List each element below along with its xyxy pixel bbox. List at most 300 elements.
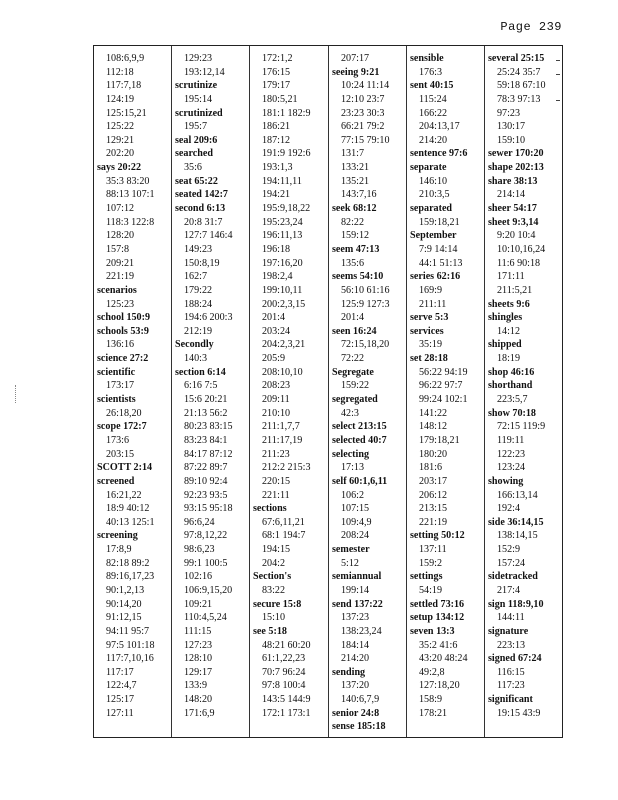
page-reference: 83:23 84:1 — [184, 434, 228, 446]
page-reference: 90:1,2,13 — [106, 584, 145, 596]
page-reference: 117:17 — [106, 666, 134, 678]
page-reference: 117:7,18 — [106, 80, 142, 92]
index-term: searched — [175, 148, 213, 160]
page-reference: 157:8 — [106, 243, 129, 255]
index-term: set 28:18 — [410, 353, 448, 365]
page-reference: 9:20 10:4 — [497, 230, 536, 242]
page-reference: 214:20 — [341, 653, 370, 665]
index-term: side 36:14,15 — [488, 516, 544, 528]
page-reference: 172:1 173:1 — [262, 707, 311, 719]
index-term: sent 40:15 — [410, 80, 454, 92]
index-term: signature — [488, 625, 529, 637]
page-reference: 82:22 — [341, 216, 364, 228]
index-column-2 — [172, 46, 250, 737]
page-reference: 195:7 — [184, 121, 207, 133]
index-term: secure 15:8 — [253, 598, 302, 610]
page-reference: 205:9 — [262, 353, 285, 365]
page-reference: 137:20 — [341, 680, 370, 692]
page-reference: 72:15,18,20 — [341, 339, 390, 351]
page-reference: 212:2 215:3 — [262, 462, 311, 474]
page-reference: 171:11 — [497, 271, 525, 283]
page-reference: 204:2,3,21 — [262, 339, 306, 351]
page-reference: 214:14 — [497, 189, 526, 201]
page-reference: 178:21 — [419, 707, 448, 719]
page-reference: 137:11 — [419, 544, 447, 556]
index-term: Section's — [253, 571, 292, 583]
index-term: series 62:16 — [410, 271, 461, 283]
index-term: scientific — [97, 366, 136, 378]
page-reference: 159:2 — [419, 557, 442, 569]
page-reference: 110:4,5,24 — [184, 612, 227, 624]
page-reference: 195:9,18,22 — [262, 203, 311, 215]
page-reference: 221:19 — [419, 516, 448, 528]
page-reference: 143:5 144:9 — [262, 694, 311, 706]
index-term: school 150:9 — [97, 312, 150, 324]
index-term: scrutinized — [175, 107, 223, 119]
page-reference: 166:13,14 — [497, 489, 538, 501]
page-reference: 17:8,9 — [106, 544, 132, 556]
index-term: separated — [410, 203, 453, 215]
page-reference: 35:19 — [419, 339, 442, 351]
page-reference: 208:10,10 — [262, 366, 303, 378]
page-reference: 209:21 — [106, 257, 135, 269]
page-reference: 209:11 — [262, 394, 290, 406]
page-reference: 180:20 — [419, 448, 448, 460]
page-reference: 169:9 — [419, 284, 442, 296]
word-index-table — [93, 45, 563, 738]
index-term: seeing 9:21 — [332, 66, 380, 78]
page-reference: 56:10 61:16 — [341, 284, 390, 296]
index-term: sense 185:18 — [332, 721, 386, 733]
index-column-5 — [407, 46, 485, 737]
page-reference: 89:10 92:4 — [184, 475, 228, 487]
index-term: setup 134:12 — [410, 612, 465, 624]
page-reference: 68:1 194:7 — [262, 530, 306, 542]
page-reference: 90:14,20 — [106, 598, 142, 610]
page-reference: 20:8 31:7 — [184, 216, 223, 228]
index-term: shape 202:13 — [488, 162, 544, 174]
page-reference: 18:9 40:12 — [106, 503, 150, 515]
index-term: segregated — [332, 394, 378, 406]
page-reference: 102:16 — [184, 571, 213, 583]
page-reference: 35:6 — [184, 162, 202, 174]
page-reference: 67:6,11,21 — [262, 516, 305, 528]
page-reference: 15:10 — [262, 612, 285, 624]
page-reference: 97:23 — [497, 107, 520, 119]
page-reference: 10:24 11:14 — [341, 80, 390, 92]
page-reference: 157:24 — [497, 557, 526, 569]
page-reference: 223:5,7 — [497, 394, 528, 406]
index-term: scientists — [97, 394, 136, 406]
page-reference: 122:4,7 — [106, 680, 137, 692]
index-term: setting 50:12 — [410, 530, 465, 542]
page-reference: 210:3,5 — [419, 189, 450, 201]
page-reference: 127:18,20 — [419, 680, 460, 692]
page-reference: 99:24 102:1 — [419, 394, 468, 406]
page-reference: 97:5 101:18 — [106, 639, 155, 651]
page-reference: 212:19 — [184, 325, 213, 337]
page-reference: 80:23 83:15 — [184, 421, 233, 433]
index-term: significant — [488, 694, 533, 706]
index-term: select 213:15 — [332, 421, 387, 433]
page-reference: 96:6,24 — [184, 516, 215, 528]
index-term: scenarios — [97, 284, 137, 296]
index-term: seen 16:24 — [332, 325, 377, 337]
page-reference: 201:4 — [341, 312, 364, 324]
page-reference: 203:17 — [419, 475, 448, 487]
page-reference: 25:24 35:7 — [497, 66, 541, 78]
page-reference: 98:6,23 — [184, 544, 215, 556]
index-term: serve 5:3 — [410, 312, 449, 324]
index-term: seems 54:10 — [332, 271, 384, 283]
page-reference: 214:20 — [419, 134, 448, 146]
page-reference: 159:12 — [341, 230, 370, 242]
page-reference: 136:16 — [106, 339, 135, 351]
page-reference: 135:21 — [341, 175, 370, 187]
page-reference: 133:9 — [184, 680, 207, 692]
page-reference: 207:17 — [341, 53, 370, 64]
page-reference: 140:6,7,9 — [341, 694, 380, 706]
page-reference: 125:9 127:3 — [341, 298, 390, 310]
index-term: sections — [253, 503, 287, 515]
page-reference: 213:15 — [419, 503, 448, 515]
page-reference: 223:13 — [497, 639, 526, 651]
page-reference: 140:3 — [184, 353, 207, 365]
index-term: says 20:22 — [97, 162, 142, 174]
page-reference: 7:9 14:14 — [419, 243, 458, 255]
page-reference: 127:7 146:4 — [184, 230, 233, 242]
page-reference: 125:22 — [106, 121, 135, 133]
page-reference: 221:19 — [106, 271, 135, 283]
page-reference: 211:23 — [262, 448, 290, 460]
index-term: settings — [410, 571, 443, 583]
page-reference: 200:2,3,15 — [262, 298, 306, 310]
page-reference: 193:1,3 — [262, 162, 293, 174]
page-reference: 26:18,20 — [106, 407, 142, 419]
page-reference: 89:16,17,23 — [106, 571, 155, 583]
index-term: shorthand — [488, 380, 533, 392]
page-reference: 119:11 — [497, 434, 525, 446]
index-term: sending — [332, 666, 366, 678]
index-term: screening — [97, 530, 138, 542]
page-reference: 111:15 — [184, 625, 212, 637]
page-reference: 117:7,10,16 — [106, 653, 154, 665]
page-reference: 19:15 43:9 — [497, 707, 541, 719]
index-term: show 70:18 — [488, 407, 536, 419]
page-reference: 173:6 — [106, 434, 129, 446]
index-term: selected 40:7 — [332, 434, 387, 446]
page-reference: 129:17 — [184, 666, 213, 678]
page-reference: 143:7,16 — [341, 189, 377, 201]
page-reference: 158:9 — [419, 694, 442, 706]
page-reference: 122:23 — [497, 448, 526, 460]
index-term: sentence 97:6 — [410, 148, 468, 160]
page-reference: 201:4 — [262, 312, 285, 324]
page-reference: 83:22 — [262, 584, 285, 596]
page-reference: 181:6 — [419, 462, 442, 474]
index-term: send 137:22 — [332, 598, 383, 610]
page-reference: 220:15 — [262, 475, 291, 487]
page-reference: 78:3 97:13 — [497, 93, 541, 105]
index-term: self 60:1,6,11 — [332, 475, 388, 487]
page-reference: 43:20 48:24 — [419, 653, 468, 665]
page-reference: 217:4 — [497, 584, 520, 596]
page-reference: 129:21 — [106, 134, 135, 146]
page-reference: 179:17 — [262, 80, 291, 92]
index-term: see 5:18 — [253, 625, 287, 637]
page-reference: 14:12 — [497, 325, 520, 337]
page-reference: 186:21 — [262, 121, 291, 133]
page-reference: 172:1,2 — [262, 53, 293, 64]
page-reference: 194:6 200:3 — [184, 312, 233, 324]
index-term: shipped — [488, 339, 522, 351]
index-column-4 — [329, 46, 407, 737]
page-reference: 179:18,21 — [419, 434, 460, 446]
page-reference: 21:13 56:2 — [184, 407, 228, 419]
page-reference: 144:11 — [497, 612, 525, 624]
index-term: selecting — [332, 448, 369, 460]
index-term: section 6:14 — [175, 366, 226, 378]
page-reference: 77:15 79:10 — [341, 134, 390, 146]
page-reference: 129:23 — [184, 53, 213, 64]
page-reference: 187:12 — [262, 134, 291, 146]
index-term: senior 24:8 — [332, 707, 380, 719]
page-reference: 87:22 89:7 — [184, 462, 228, 474]
page-reference: 181:1 182:9 — [262, 107, 311, 119]
page-reference: 199:10,11 — [262, 284, 303, 296]
index-term: seat 65:22 — [175, 175, 218, 187]
page-reference: 107:15 — [341, 503, 370, 515]
page-reference: 42:3 — [341, 407, 359, 419]
page-reference: 138:23,24 — [341, 625, 382, 637]
page-reference: 196:18 — [262, 243, 291, 255]
page-reference: 11:6 90:18 — [497, 257, 541, 269]
page-reference: 135:6 — [341, 257, 364, 269]
page-reference: 159:18,21 — [419, 216, 460, 228]
page-reference: 115:24 — [419, 93, 447, 105]
page-reference: 198:2,4 — [262, 271, 293, 283]
page-reference: 82:18 89:2 — [106, 557, 150, 569]
index-term: sheet 9:3,14 — [488, 216, 539, 228]
page-reference: 72:15 119:9 — [497, 421, 546, 433]
page-reference: 194:21 — [262, 189, 291, 201]
page-reference: 211:11 — [419, 298, 447, 310]
page-reference: 16:21,22 — [106, 489, 142, 501]
index-term: seek 68:12 — [332, 203, 377, 215]
page-reference: 148:20 — [184, 694, 213, 706]
page-reference: 193:12,14 — [184, 66, 225, 78]
index-term: sidetracked — [488, 571, 538, 583]
index-term: semiannual — [332, 571, 382, 583]
page-reference: 195:14 — [184, 93, 213, 105]
index-term: screened — [97, 475, 135, 487]
index-column-1 — [94, 46, 172, 737]
margin-tick — [556, 60, 560, 61]
margin-tick — [556, 100, 560, 101]
page-reference: 128:20 — [106, 230, 135, 242]
index-term: Secondly — [175, 339, 214, 351]
index-term: services — [410, 325, 444, 337]
page-reference: 6:16 7:5 — [184, 380, 218, 392]
page-reference: 70:7 96:24 — [262, 666, 306, 678]
index-term: seven 13:3 — [410, 625, 455, 637]
index-term: seated 142:7 — [175, 189, 228, 201]
page-reference: 35:2 41:6 — [419, 639, 458, 651]
page-reference: 176:15 — [262, 66, 291, 78]
index-term: separate — [410, 162, 447, 174]
page-reference: 211:5,21 — [497, 284, 533, 296]
page-reference: 96:22 97:7 — [419, 380, 463, 392]
index-term: September — [410, 230, 457, 242]
index-term: scope 172:7 — [97, 421, 147, 433]
page-reference: 141:22 — [419, 407, 448, 419]
page-reference: 117:23 — [497, 680, 525, 692]
page-reference: 35:3 83:20 — [106, 175, 150, 187]
page-reference: 12:10 23:7 — [341, 93, 385, 105]
page-reference: 204:13,17 — [419, 121, 460, 133]
page-reference: 131:7 — [341, 148, 364, 160]
page-reference: 146:10 — [419, 175, 448, 187]
page-reference: 99:1 100:5 — [184, 557, 228, 569]
page-reference: 191:9 192:6 — [262, 148, 311, 160]
index-term: share 38:13 — [488, 175, 538, 187]
page-reference: 202:20 — [106, 148, 135, 160]
page-reference: 166:22 — [419, 107, 448, 119]
page-reference: 188:24 — [184, 298, 213, 310]
page-reference: 173:17 — [106, 380, 135, 392]
page-reference: 56:22 94:19 — [419, 366, 468, 378]
index-term: sign 118:9,10 — [488, 598, 544, 610]
page-reference: 124:19 — [106, 93, 135, 105]
index-term: sheer 54:17 — [488, 203, 537, 215]
page-reference: 162:7 — [184, 271, 207, 283]
page-reference: 125:23 — [106, 298, 135, 310]
page-reference: 196:11,13 — [262, 230, 303, 242]
page-reference: 66:21 79:2 — [341, 121, 385, 133]
page-reference: 211:17,19 — [262, 434, 303, 446]
index-term: signed 67:24 — [488, 653, 542, 665]
page-reference: 84:17 87:12 — [184, 448, 233, 460]
page-reference: 94:11 95:7 — [106, 625, 150, 637]
page-reference: 150:8,19 — [184, 257, 220, 269]
page-reference: 40:13 125:1 — [106, 516, 155, 528]
page-reference: 91:12,15 — [106, 612, 142, 624]
page-reference: 15:6 20:21 — [184, 394, 228, 406]
index-term: sewer 170:20 — [488, 148, 544, 160]
page-reference: 106:9,15,20 — [184, 584, 233, 596]
page-reference: 180:5,21 — [262, 93, 298, 105]
page-reference: 127:11 — [106, 707, 134, 719]
page-reference: 125:15,21 — [106, 107, 147, 119]
page-reference: 125:17 — [106, 694, 135, 706]
page-reference: 206:12 — [419, 489, 448, 501]
page-reference: 88:13 107:1 — [106, 189, 155, 201]
page-reference: 44:1 51:13 — [419, 257, 463, 269]
page-reference: 208:24 — [341, 530, 370, 542]
index-term: scrutinize — [175, 80, 218, 92]
page-reference: 171:6,9 — [184, 707, 215, 719]
page-reference: 138:14,15 — [497, 530, 538, 542]
index-term: science 27:2 — [97, 353, 149, 365]
page-number: Page 239 — [500, 20, 562, 34]
index-term: Segregate — [332, 366, 374, 378]
index-term: second 6:13 — [175, 203, 226, 215]
page-reference: 208:23 — [262, 380, 291, 392]
page-reference: 176:3 — [419, 66, 442, 78]
page-reference: 203:15 — [106, 448, 135, 460]
page-reference: 137:23 — [341, 612, 370, 624]
page-reference: 211:1,7,7 — [262, 421, 300, 433]
index-term: several 25:15 — [488, 53, 545, 64]
page-reference: 199:14 — [341, 584, 370, 596]
page-reference: 159:10 — [497, 134, 526, 146]
page-reference: 133:21 — [341, 162, 370, 174]
margin-mark — [15, 385, 17, 403]
page-reference: 195:23,24 — [262, 216, 303, 228]
page-reference: 5:12 — [341, 557, 359, 569]
page-reference: 54:19 — [419, 584, 442, 596]
page-reference: 109:4,9 — [341, 516, 372, 528]
page-reference: 108:6,9,9 — [106, 53, 145, 64]
index-column-6 — [485, 46, 564, 737]
index-term: settled 73:16 — [410, 598, 465, 610]
page-reference: 203:24 — [262, 325, 291, 337]
index-term: shingles — [488, 312, 523, 324]
page-reference: 123:24 — [497, 462, 526, 474]
page-reference: 152:9 — [497, 544, 520, 556]
page-reference: 48:21 60:20 — [262, 639, 311, 651]
page-reference: 148:12 — [419, 421, 448, 433]
page-reference: 112:18 — [106, 66, 134, 78]
page-reference: 194:15 — [262, 544, 291, 556]
page-reference: 128:10 — [184, 653, 213, 665]
page-reference: 59:18 67:10 — [497, 80, 546, 92]
page-reference: 197:16,20 — [262, 257, 303, 269]
page-reference: 107:12 — [106, 203, 135, 215]
page-reference: 10:10,16,24 — [497, 243, 546, 255]
page-reference: 194:11,11 — [262, 175, 302, 187]
page-reference: 17:13 — [341, 462, 364, 474]
page-reference: 97:8 100:4 — [262, 680, 306, 692]
index-term: seem 47:13 — [332, 243, 380, 255]
page-reference: 127:23 — [184, 639, 213, 651]
page-reference: 97:8,12,22 — [184, 530, 228, 542]
page-reference: 210:10 — [262, 407, 291, 419]
index-term: SCOTT 2:14 — [97, 462, 153, 474]
page-reference: 23:23 30:3 — [341, 107, 385, 119]
index-term: shop 46:16 — [488, 366, 535, 378]
page-reference: 204:2 — [262, 557, 285, 569]
page-reference: 93:15 95:18 — [184, 503, 233, 515]
page-reference: 149:23 — [184, 243, 213, 255]
page-reference: 184:14 — [341, 639, 370, 651]
page-reference: 92:23 93:5 — [184, 489, 228, 501]
index-term: seal 209:6 — [175, 134, 218, 146]
index-term: sheets 9:6 — [488, 298, 530, 310]
index-term: sensible — [410, 53, 444, 64]
page-reference: 18:19 — [497, 353, 520, 365]
page-reference: 192:4 — [497, 503, 520, 515]
page-reference: 106:2 — [341, 489, 364, 501]
page-reference: 179:22 — [184, 284, 213, 296]
index-column-3 — [250, 46, 329, 737]
index-term: semester — [332, 544, 370, 556]
page-reference: 109:21 — [184, 598, 213, 610]
page-reference: 116:15 — [497, 666, 525, 678]
page-reference: 221:11 — [262, 489, 290, 501]
index-term: schools 53:9 — [97, 325, 149, 337]
margin-tick — [556, 74, 560, 75]
